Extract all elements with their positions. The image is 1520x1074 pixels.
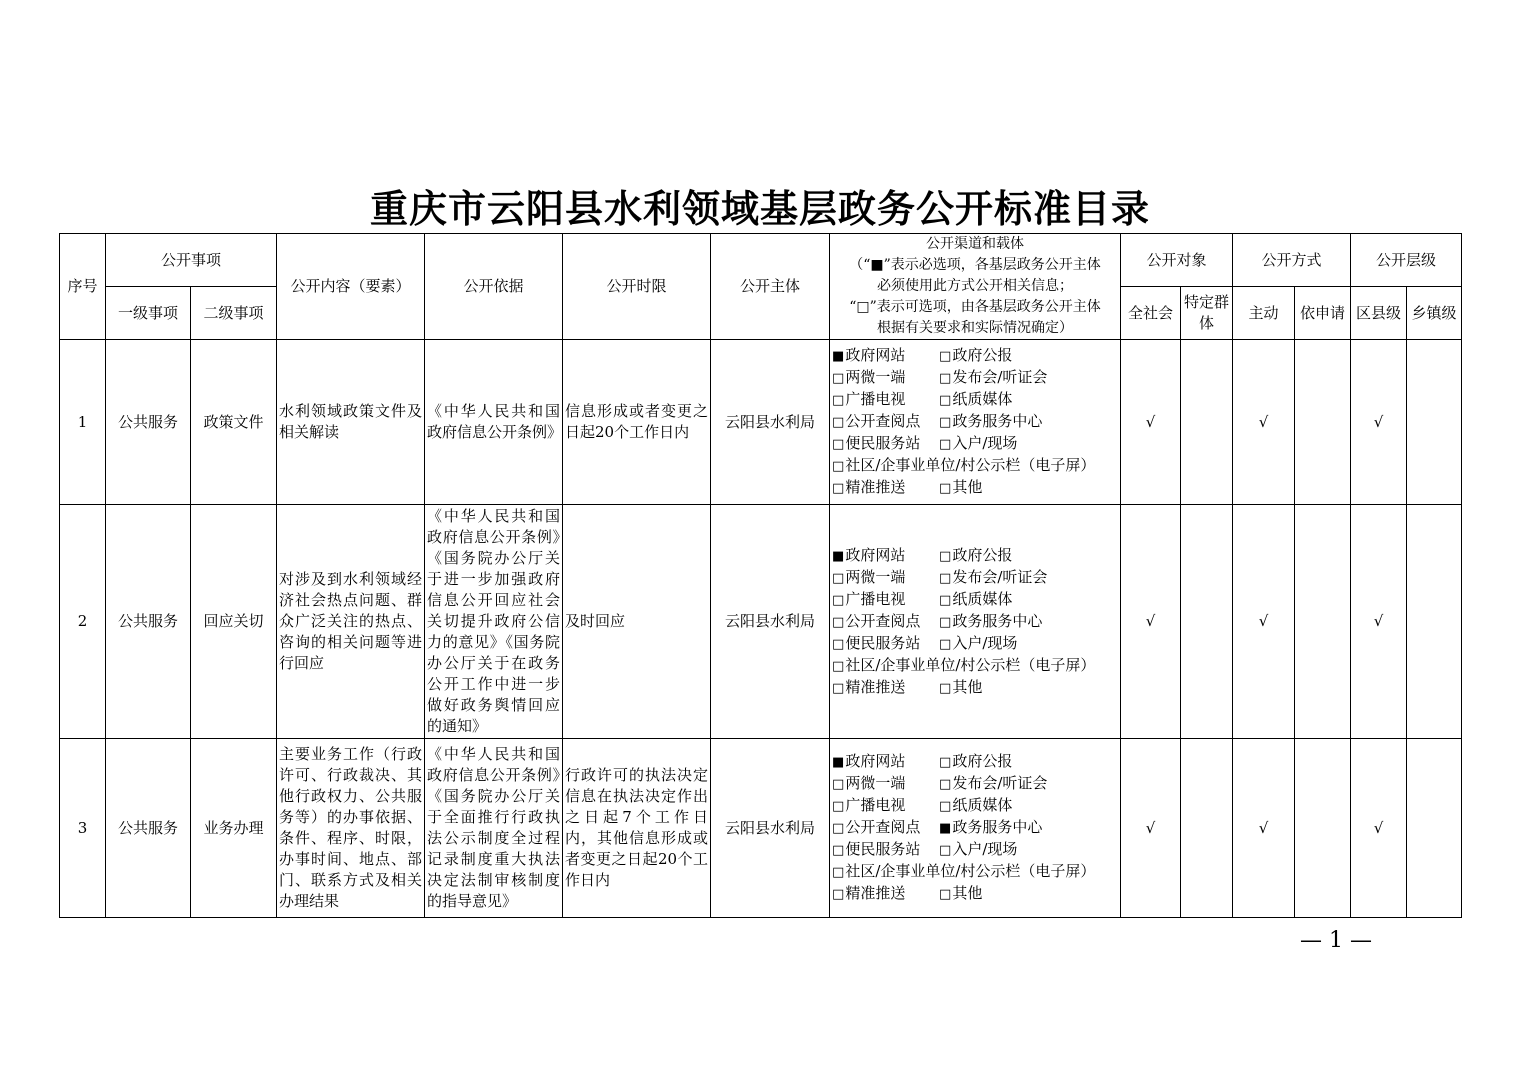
channel-label: 精准推送 [845,884,906,902]
optional-option-icon: □ [939,680,952,696]
cell-method-active-check: √ [1233,739,1295,918]
optional-option-icon: □ [832,393,845,408]
channel-label: 纸质媒体 [952,589,1013,608]
optional-option-icon: □ [939,755,952,770]
channel-label: 政府网站 [845,545,906,564]
cell-method-active-check: √ [1233,340,1295,505]
header-seq: 序号 [60,234,106,340]
channel-label: 入户/现场 [952,434,1018,452]
channel-label: 公开查阅点 [845,818,921,836]
cell-audience-specific-check [1181,505,1233,739]
channel-label: 政府公报 [952,752,1013,770]
optional-option-icon: □ [832,680,845,696]
optional-option-icon: □ [832,865,845,880]
optional-option-icon: □ [832,459,845,474]
cell-content: 水利领域政策文件及相关解读 [277,340,425,505]
cell-subject: 云阳县水利局 [711,739,830,918]
cell-seq: 2 [60,505,106,739]
header-subject: 公开主体 [711,234,830,340]
optional-option-icon: □ [939,799,952,814]
cell-audience-all-check: √ [1121,340,1181,505]
header-level-town: 乡镇级 [1407,287,1462,340]
header-channel [830,234,1121,340]
channel-label: 入户/现场 [952,840,1018,858]
cell-channels [830,505,1121,739]
optional-option-icon: □ [939,614,952,630]
channel-label: 发布会/听证会 [952,368,1048,386]
cell-level2: 回应关切 [191,505,277,739]
optional-option-icon: □ [832,371,845,386]
cell-level-county-check: √ [1351,505,1407,739]
channel-label: 两微一端 [845,567,906,586]
channel-label: 政府网站 [845,752,906,770]
table-row [60,505,1462,739]
channel-label: 政府网站 [845,346,906,364]
cell-level1: 公共服务 [106,739,191,918]
optional-option-icon: □ [939,777,952,792]
optional-option-icon: □ [832,799,845,814]
cell-channels [830,739,1121,918]
optional-option-icon: □ [832,821,845,836]
cell-level-town-check [1407,340,1462,505]
channel-label: 政务服务中心 [952,818,1043,836]
channel-label: 公开查阅点 [845,412,921,430]
optional-option-icon: □ [832,658,845,674]
cell-method-request-check [1295,739,1351,918]
optional-option-icon: □ [939,636,952,652]
channel-label: 政府公报 [952,545,1013,564]
cell-method-request-check [1295,505,1351,739]
cell-basis: 《中华人民共和国政府信息公开条例》《国务院办公厅关于全面推行行政执法公示制度全过程记录制度重大执法决定法制审核制度的指导意见》 [425,739,563,918]
header-audience-specific: 特定群体 [1181,287,1233,340]
header-audience-all: 全社会 [1121,287,1181,340]
optional-option-icon: □ [832,777,845,792]
channel-label: 其他 [952,478,983,496]
header-level: 公开层级 [1351,234,1462,287]
channel-label: 其他 [952,884,983,902]
channel-label: 政府公报 [952,346,1013,364]
channel-label: 精准推送 [845,677,906,696]
channel-label: 公开查阅点 [845,611,921,630]
optional-option-icon: □ [939,887,952,902]
cell-level-county-check: √ [1351,340,1407,505]
channel-label: 其他 [952,677,983,696]
channel-label: 社区/企事业单位/村公示栏（电子屏） [845,456,1096,474]
cell-deadline: 及时回应 [563,505,711,739]
required-option-icon: ■ [832,349,845,364]
cell-content: 主要业务工作（行政许可、行政裁决、其他行政权力、公共服务等）的办事依据、条件、程序、时限，办事时间、地点、部门、联系方式及相关办理结果 [277,739,425,918]
standard-catalog-table [59,233,1462,918]
cell-method-request-check [1295,340,1351,505]
channel-label: 两微一端 [845,368,906,386]
channel-label: 精准推送 [845,478,906,496]
channel-label: 广播电视 [845,390,906,408]
table-header [60,234,1462,340]
cell-deadline: 信息形成或者变更之日起20个工作日内 [563,340,711,505]
optional-option-icon: □ [832,614,845,630]
header-level1: 一级事项 [106,287,191,340]
cell-level1: 公共服务 [106,505,191,739]
page-number: — 1 — [1300,928,1372,953]
cell-level2: 政策文件 [191,340,277,505]
header-matter: 公开事项 [106,234,277,287]
page-title: 重庆市云阳县水利领域基层政务公开标准目录 [369,186,1150,231]
header-channel-line: （“■”表示必选项，各基层政务公开主体 [849,257,1101,273]
optional-option-icon: □ [939,570,952,586]
cell-channels [830,340,1121,505]
optional-option-icon: □ [939,843,952,858]
header-level2: 二级事项 [191,287,277,340]
channel-label: 社区/企事业单位/村公示栏（电子屏） [845,655,1096,674]
cell-seq: 3 [60,739,106,918]
cell-level1: 公共服务 [106,340,191,505]
optional-option-icon: □ [939,481,952,496]
required-option-icon: ■ [832,755,845,770]
cell-level-town-check [1407,739,1462,918]
header-method-active: 主动 [1233,287,1295,340]
required-option-icon: ■ [939,821,952,836]
optional-option-icon: □ [832,592,845,608]
channel-label: 政务服务中心 [952,412,1043,430]
channel-label: 政务服务中心 [952,611,1043,630]
header-level-county: 区县级 [1351,287,1407,340]
channel-label: 纸质媒体 [952,796,1013,814]
table-row [60,739,1462,918]
optional-option-icon: □ [939,592,952,608]
header-content: 公开内容（要素） [277,234,425,340]
cell-level2: 业务办理 [191,739,277,918]
cell-audience-specific-check [1181,340,1233,505]
channel-label: 发布会/听证会 [952,567,1048,586]
channel-label: 便民服务站 [845,434,921,452]
cell-level-county-check: √ [1351,739,1407,918]
cell-method-active-check: √ [1233,505,1295,739]
cell-subject: 云阳县水利局 [711,340,830,505]
channel-label: 广播电视 [845,796,906,814]
cell-audience-all-check: √ [1121,739,1181,918]
table-row [60,340,1462,505]
cell-content: 对涉及到水利领域经济社会热点问题、群众广泛关注的热点、咨询的相关问题等进行回应 [277,505,425,739]
cell-basis: 《中华人民共和国政府信息公开条例》《国务院办公厅关于进一步加强政府信息公开回应社会关切提升政府公信力的意见》《国务院办公厅关于在政务公开工作中进一步做好政务舆情回应的通知》 [425,505,563,739]
channel-label: 便民服务站 [845,633,921,652]
optional-option-icon: □ [832,415,845,430]
optional-option-icon: □ [832,481,845,496]
optional-option-icon: □ [832,437,845,452]
cell-audience-specific-check [1181,739,1233,918]
cell-seq: 1 [60,340,106,505]
header-method: 公开方式 [1233,234,1351,287]
optional-option-icon: □ [939,349,952,364]
channel-label: 入户/现场 [952,633,1018,652]
optional-option-icon: □ [939,371,952,386]
required-option-icon: ■ [832,548,845,564]
channel-label: 两微一端 [845,774,906,792]
header-audience: 公开对象 [1121,234,1233,287]
cell-deadline: 行政许可的执法决定信息在执法决定作出之日起7个工作日内，其他信息形成或者变更之日起20个工作日内 [563,739,711,918]
optional-option-icon: □ [832,570,845,586]
optional-option-icon: □ [939,437,952,452]
channel-label: 纸质媒体 [952,390,1013,408]
header-basis: 公开依据 [425,234,563,340]
header-channel-line: 必须使用此方式公开相关信息； [877,278,1074,294]
header-deadline: 公开时限 [563,234,711,340]
channel-label: 社区/企事业单位/村公示栏（电子屏） [845,862,1096,880]
channel-label: 广播电视 [845,589,906,608]
cell-audience-all-check: √ [1121,505,1181,739]
header-channel-line: “□”表示可选项，由各基层政务公开主体 [849,299,1101,315]
optional-option-icon: □ [832,843,845,858]
channel-label: 发布会/听证会 [952,774,1048,792]
optional-option-icon: □ [832,887,845,902]
optional-option-icon: □ [939,415,952,430]
optional-option-icon: □ [939,393,952,408]
header-channel-line: 根据有关要求和实际情况确定） [877,320,1074,336]
cell-level-town-check [1407,505,1462,739]
cell-subject: 云阳县水利局 [711,505,830,739]
optional-option-icon: □ [832,636,845,652]
table-body [60,340,1462,918]
optional-option-icon: □ [939,548,952,564]
header-channel-line: 公开渠道和载体 [926,236,1025,252]
cell-basis: 《中华人民共和国政府信息公开条例》 [425,340,563,505]
header-method-request: 依申请 [1295,287,1351,340]
channel-label: 便民服务站 [845,840,921,858]
